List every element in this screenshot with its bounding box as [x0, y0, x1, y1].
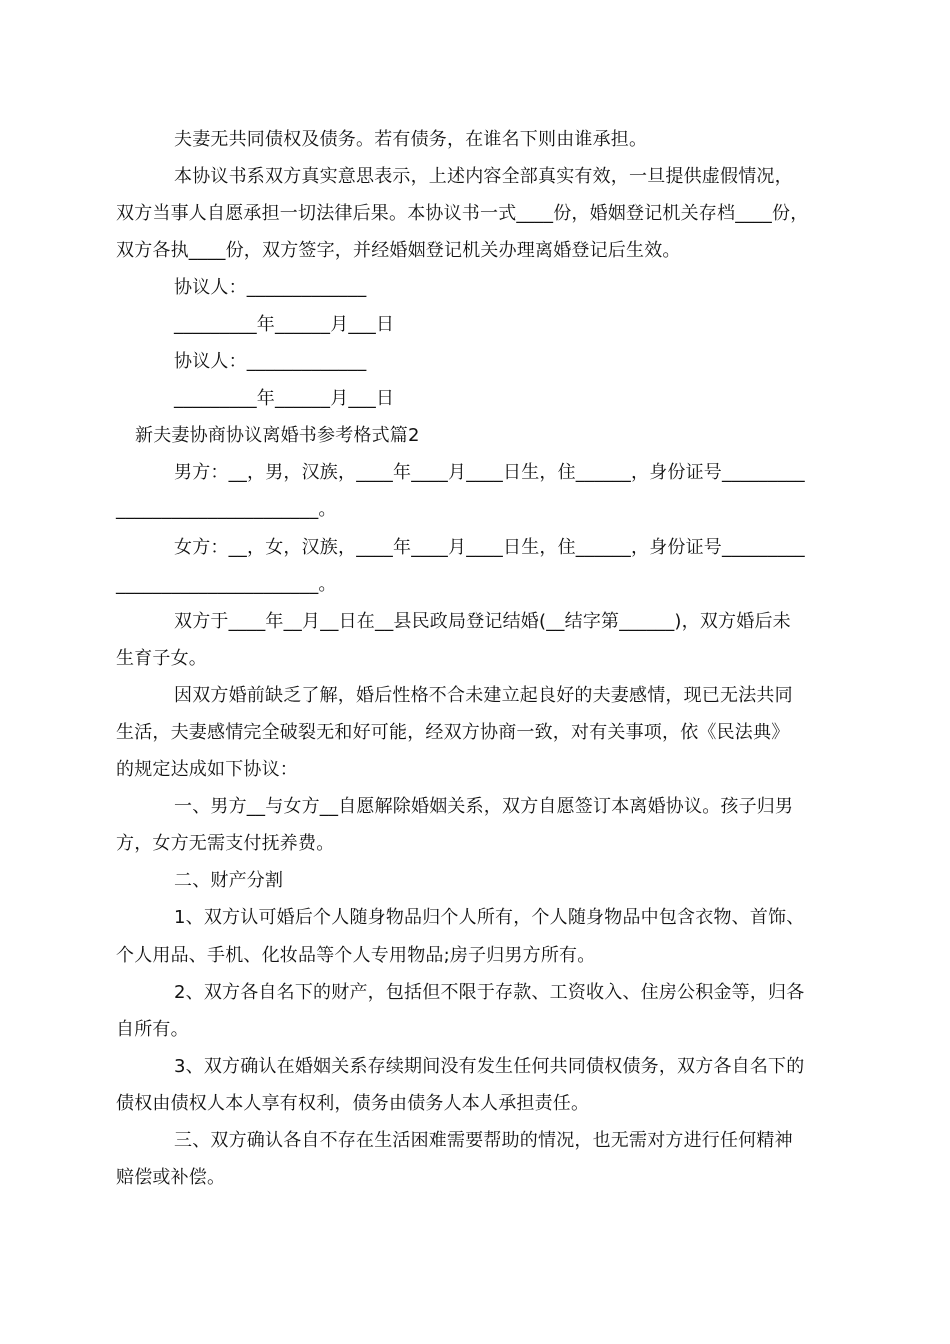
- date-line: _________年______月___日: [174, 314, 395, 335]
- text-line: 债权由债权人本人享有权利，债务由债务人本人承担责任。: [116, 1093, 590, 1114]
- text-line: 自所有。: [116, 1019, 189, 1040]
- text-line: 双方于____年__月__日在__县民政局登记结婚(__结字第______)，双方婚后未: [174, 611, 791, 632]
- text-line: 1、双方认可婚后个人随身物品归个人所有，个人随身物品中包含衣物、首饰、: [174, 907, 805, 928]
- text-line: 夫妻无共同债权及债务。若有债务，在谁名下则由谁承担。: [174, 129, 648, 150]
- text-line: 本协议书系双方真实意思表示，上述内容全部真实有效，一旦提供虚假情况，: [174, 166, 793, 187]
- text-line: 一、男方__与女方__自愿解除婚姻关系，双方自愿签订本离婚协议。孩子归男: [174, 796, 794, 817]
- section-title: 新夫妻协商协议离婚书参考格式篇2: [135, 425, 420, 446]
- text-line: 三、双方确认各自不存在生活困难需要帮助的情况，也无需对方进行任何精神: [174, 1130, 793, 1151]
- text-line: 的规定达成如下协议：: [116, 759, 298, 780]
- text-line: 双方当事人自愿承担一切法律后果。本协议书一式____份，婚姻登记机关存档____份，: [116, 203, 809, 224]
- text-line: 赔偿或补偿。: [116, 1167, 226, 1188]
- text-line: 因双方婚前缺乏了解，婚后性格不合未建立起良好的夫妻感情，现已无法共同: [174, 685, 793, 706]
- signatory-line: 协议人：_____________: [174, 277, 367, 298]
- text-line: 女方：__，女，汉族，____年____月____日生，住______，身份证号_________: [174, 537, 805, 558]
- text-line: 生活，夫妻感情完全破裂无和好可能，经双方协商一致，对有关事项，依《民法典》: [116, 722, 790, 743]
- text-line: ______________________。: [116, 574, 337, 595]
- text-line: 二、财产分割: [174, 870, 284, 891]
- text-line: 生育子女。: [116, 648, 207, 669]
- text-line: 方，女方无需支付抚养费。: [116, 833, 335, 854]
- text-line: 双方各执____份，双方签字，并经婚姻登记机关办理离婚登记后生效。: [116, 240, 681, 261]
- signatory-line: 协议人：_____________: [174, 351, 367, 372]
- text-line: ______________________。: [116, 499, 337, 520]
- date-line: _________年______月___日: [174, 388, 395, 409]
- text-line: 个人用品、手机、化妆品等个人专用物品;房子归男方所有。: [116, 945, 596, 966]
- text-line: 3、双方确认在婚姻关系存续期间没有发生任何共同债权债务，双方各自名下的: [174, 1056, 805, 1077]
- text-line: 2、双方各自名下的财产，包括但不限于存款、工资收入、住房公积金等，归各: [174, 982, 805, 1003]
- text-line: 男方：__，男，汉族，____年____月____日生，住______，身份证号_________: [174, 462, 805, 483]
